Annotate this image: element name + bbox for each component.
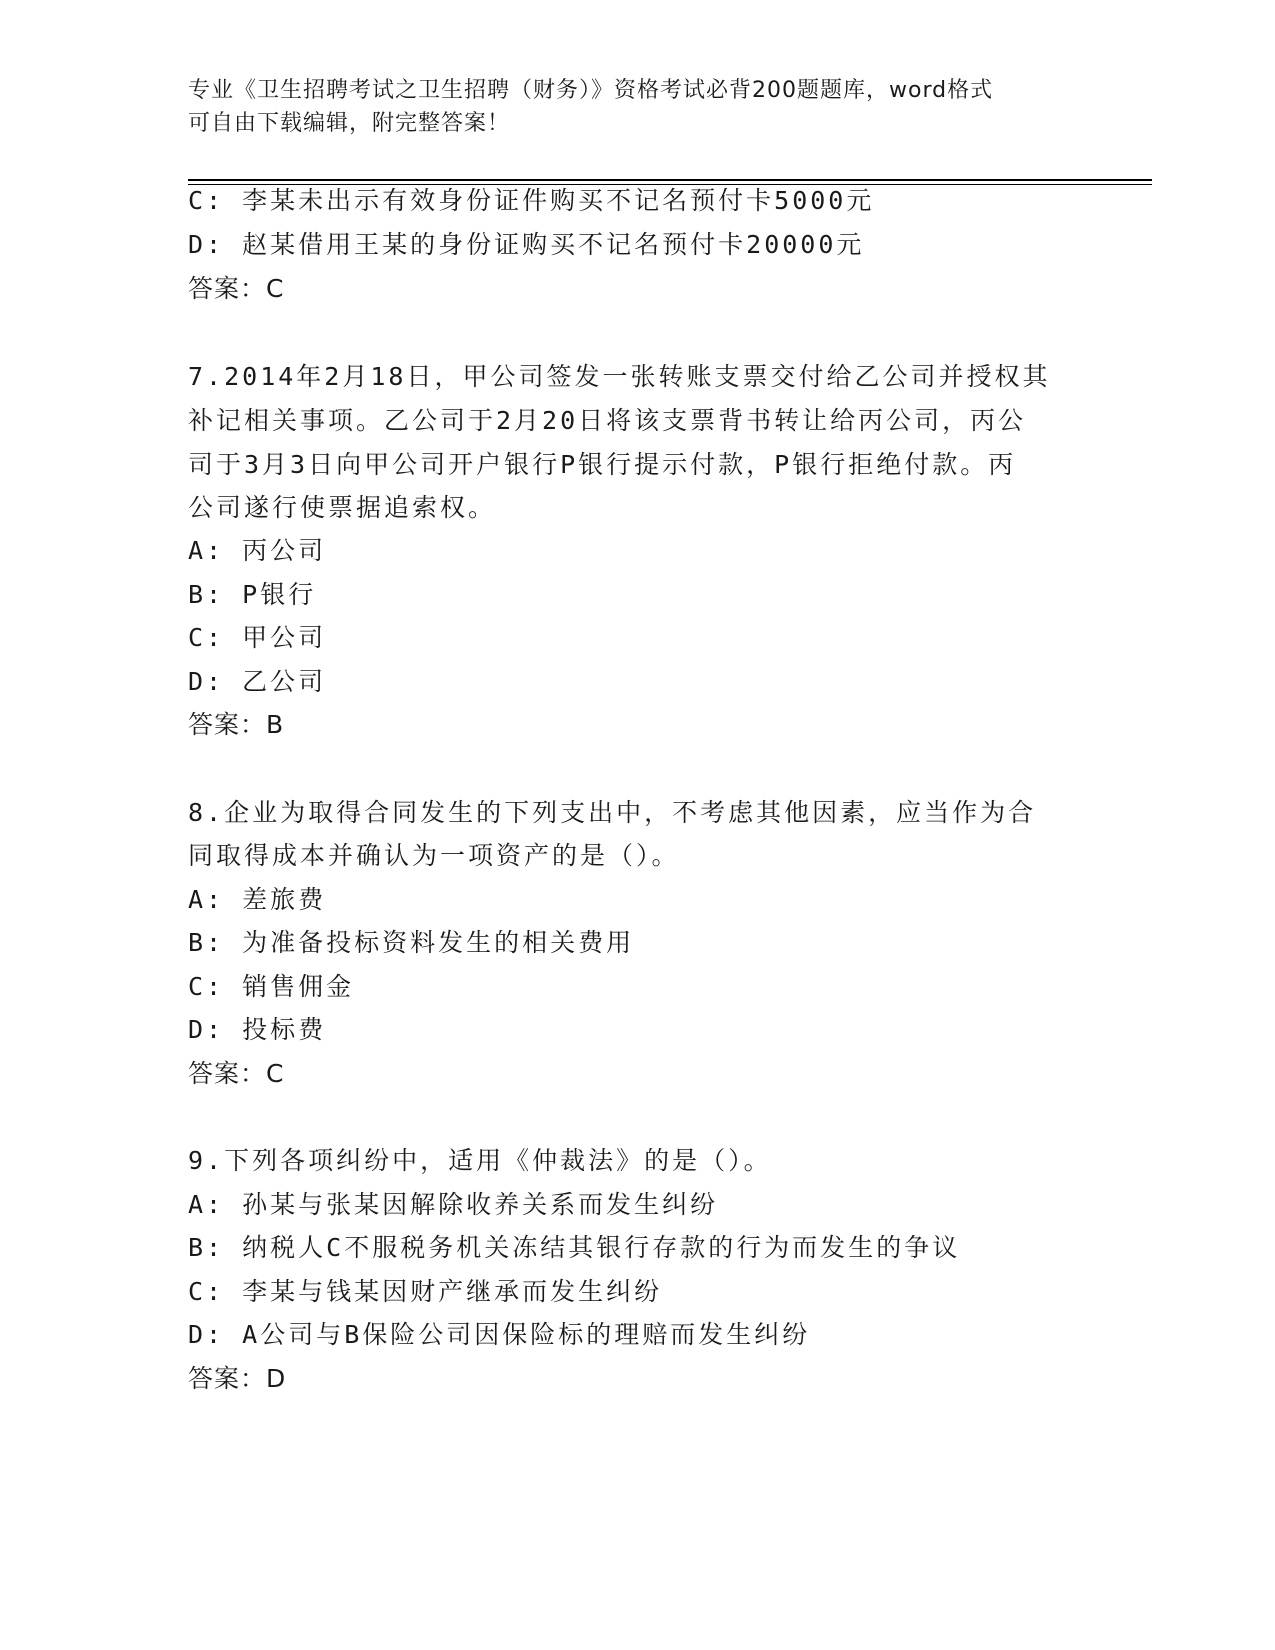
q9-option-a: A: 孙某与张某因解除收养关系而发生纠纷 — [188, 1190, 719, 1219]
q9-option-c: C: 李某与钱某因财产继承而发生纠纷 — [188, 1277, 663, 1306]
header-line-2: 可自由下载编辑，附完整答案！ — [188, 111, 511, 136]
header-line-1: 专业《卫生招聘考试之卫生招聘（财务）》资格考试必背200题题库，word格式 — [188, 78, 994, 103]
q8-option-c: C: 销售佣金 — [188, 972, 355, 1001]
q9-stem-line-1: 9.下列各项纠纷中，适用《仲裁法》的是（）。 — [188, 1146, 772, 1175]
document-header — [188, 74, 1088, 140]
q7-option-c: C: 甲公司 — [188, 623, 327, 652]
q7-stem-line-2: 补记相关事项。乙公司于2月20日将该支票背书转让给丙公司，丙公 — [188, 406, 1027, 435]
q9-option-d: D: A公司与B保险公司因保险标的理赔而发生纠纷 — [188, 1320, 811, 1349]
q7-stem-line-1: 7.2014年2月18日，甲公司签发一张转账支票交付给乙公司并授权其 — [188, 362, 1051, 391]
q7-option-b: B: P银行 — [188, 580, 317, 609]
q6-option-d: D: 赵某借用王某的身份证购买不记名预付卡20000元 — [188, 230, 865, 259]
q8-option-d: D: 投标费 — [188, 1015, 327, 1044]
q8-stem-line-1: 8.企业为取得合同发生的下列支出中，不考虑其他因素，应当作为合 — [188, 798, 1037, 827]
q6-option-c: C: 李某未出示有效身份证件购买不记名预付卡5000元 — [188, 186, 875, 215]
q8-option-b: B: 为准备投标资料发生的相关费用 — [188, 928, 635, 957]
q9-answer: 答案：D — [188, 1364, 287, 1393]
q8-answer: 答案：C — [188, 1059, 285, 1088]
q7-stem-line-4: 公司遂行使票据追索权。 — [188, 493, 497, 522]
q7-stem-line-3: 司于3月3日向甲公司开户银行P银行提示付款，P银行拒绝付款。丙 — [188, 450, 1017, 479]
q7-answer: 答案：B — [188, 710, 285, 739]
q9-option-b: B: 纳税人C不服税务机关冻结其银行存款的行为而发生的争议 — [188, 1233, 961, 1262]
q6-answer: 答案：C — [188, 274, 285, 303]
q7-option-d: D: 乙公司 — [188, 667, 327, 696]
q7-option-a: A: 丙公司 — [188, 536, 327, 565]
q8-stem-line-2: 同取得成本并确认为一项资产的是（）。 — [188, 841, 680, 870]
q8-option-a: A: 差旅费 — [188, 885, 327, 914]
